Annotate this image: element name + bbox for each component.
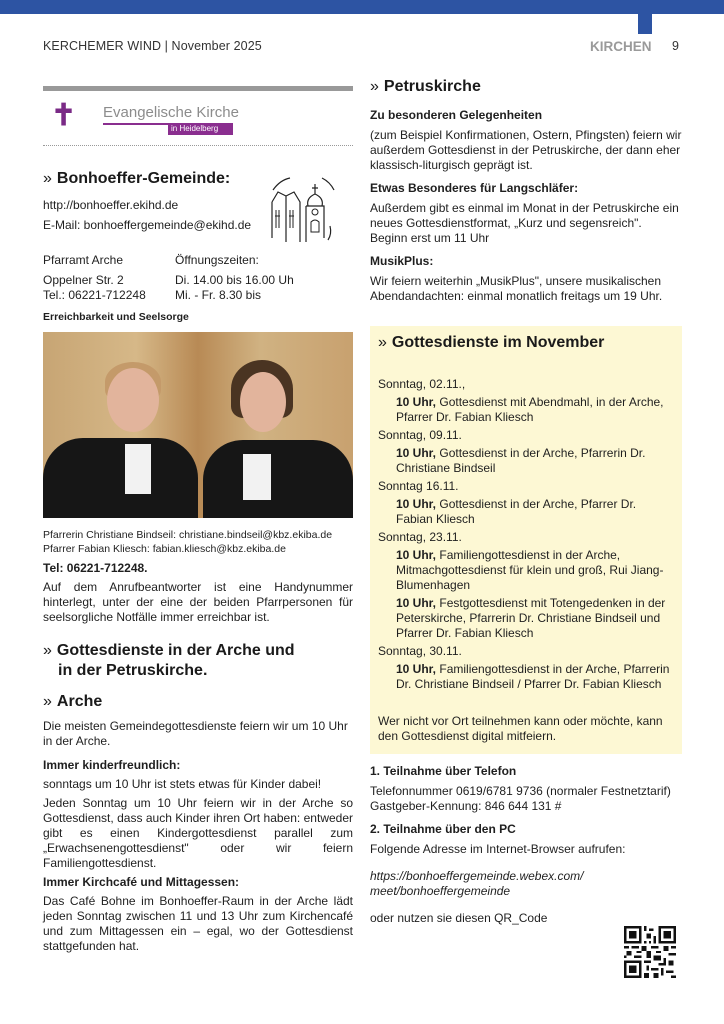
answering-machine-text: Auf dem Anrufbeantworter ist eine Handynummer hinterlegt, unter der eine der beiden Pfarrpersonen für seelsorgliche Notfälle immer erreichbar ist. xyxy=(43,580,353,624)
service-text: Festgottesdienst mit Totengedenken in der Peterskirche, Pfarrerin Dr. Christiane Bindseil und Pfarrer Dr. Fabian Kliesch xyxy=(396,596,666,640)
service-entry xyxy=(378,530,674,641)
arche-heading: » Arche xyxy=(43,693,103,710)
cafe-heading: Immer Kirchcafé und Mittagessen: xyxy=(43,875,240,889)
pfarramt-tel: Tel.: 06221-712248 xyxy=(43,288,146,302)
service-item xyxy=(378,662,674,692)
service-text: Gottesdienst in der Arche, Pfarrer Dr. Fabian Kliesch xyxy=(396,497,637,526)
cafe-text: Das Café Bohne im Bonhoeffer-Raum in der Arche lädt jeden Sonntag zwischen 11 und 13 Uhr zum Kirchencafé und zum Mittagessen ein – egal, wo der Gottesdienst stattgefunden hat. xyxy=(43,894,353,953)
dotted-divider xyxy=(43,145,353,146)
church-logo xyxy=(43,99,353,137)
musik-text: Wir feiern weiterhin „MusikPlus", unsere musikalischen Abendandachten: einmal monatlich freitags um 19 Uhr. xyxy=(370,274,663,303)
pfarramt-name: Pfarramt Arche xyxy=(43,253,124,267)
service-text: Gottesdienst in der Arche, Pfarrerin Dr. Christiane Bindseil xyxy=(396,446,646,475)
hours-label: Öffnungszeiten: xyxy=(175,253,259,267)
service-time: 10 Uhr, xyxy=(396,662,437,676)
service-item xyxy=(378,395,674,425)
phone-number: Tel: 06221-712248. xyxy=(43,561,148,575)
services-heading-line-1: Gottesdienste in der Arche und xyxy=(56,642,295,659)
publication-header: KERCHEMER WIND | November 2025 xyxy=(43,39,262,53)
qr-code[interactable] xyxy=(624,926,676,978)
service-entry xyxy=(378,479,674,527)
late-heading: Etwas Besonderes für Langschläfer: xyxy=(370,181,579,195)
email-link[interactable]: E-Mail: bonhoeffergemeinde@ekihd.de xyxy=(43,218,252,232)
service-entry xyxy=(378,428,674,476)
service-time: 10 Uhr, xyxy=(396,548,437,562)
gemeinde-heading: » Bonhoeffer-Gemeinde: xyxy=(43,170,231,187)
cross-icon: ✝ xyxy=(51,99,77,132)
pfarramt-street: Oppelner Str. 2 xyxy=(43,273,124,287)
services-heading: » Gottesdienste in der Arche und in der Petruskirche. xyxy=(43,642,295,679)
service-text: Familiengottesdienst in der Arche, Mitmachgottesdienst für klein und groß, Rui Jiang-Blumenhagen xyxy=(396,548,664,592)
service-date: Sonntag, 09.11. xyxy=(378,428,462,442)
left-column xyxy=(43,86,353,954)
right-column xyxy=(370,78,682,926)
webex-link-line-1[interactable]: https://bonhoeffergemeinde.webex.com/ xyxy=(370,869,584,883)
pastors-photo xyxy=(43,332,353,518)
occasions-text: (zum Beispiel Konfirmationen, Ostern, Pfingsten) feiern wir außerdem Gottesdienst in der Petruskirche, der dann eher klassisch-liturgisch geprägt ist. xyxy=(370,128,682,172)
pc-participation-heading: 2. Teilnahme über den PC xyxy=(370,822,516,836)
webex-link-line-2[interactable]: meet/bonhoeffergemeinde xyxy=(370,884,511,898)
host-id: Gastgeber-Kennung: 846 644 131 # xyxy=(370,799,562,813)
logo-subtitle: in Heidelberg xyxy=(168,123,233,135)
service-date: Sonntag, 23.11. xyxy=(378,530,462,544)
top-color-bar xyxy=(0,0,724,14)
section-tab-marker xyxy=(638,14,652,34)
qr-instruction: oder nutzen sie diesen QR_Code xyxy=(370,911,548,925)
website-link[interactable]: http://bonhoeffer.ekihd.de xyxy=(43,198,179,212)
kids-text: Jeden Sonntag um 10 Uhr feiern wir in der Arche so Gottesdienst, dass auch Kinder ihren Ort haben: entweder gibt es einen Kindergottesdienst parallel zum „Erwachsenengottesdienst" oder wir feiern Familiengottesdienst. xyxy=(43,796,353,870)
petrus-heading: » Petruskirche xyxy=(370,78,481,95)
page-number: 9 xyxy=(672,39,679,53)
service-time: 10 Uhr, xyxy=(396,446,437,460)
service-item xyxy=(378,596,674,641)
occasions-heading: Zu besonderen Gelegenheiten xyxy=(370,108,543,122)
divider xyxy=(43,86,353,91)
hours-line-2: Mi. - Fr. 8.30 bis xyxy=(175,288,262,302)
contact-kliesch: Pfarrer Fabian Kliesch: fabian.kliesch@kbz.ekiba.de xyxy=(43,543,286,555)
service-time: 10 Uhr, xyxy=(396,497,437,511)
services-heading-line-2: in der Petruskirche. xyxy=(58,662,208,679)
phone-participation-heading: 1. Teilnahme über Telefon xyxy=(370,764,517,778)
service-date: Sonntag 16.11. xyxy=(378,479,459,493)
kids-heading: Immer kinderfreundlich: xyxy=(43,758,181,772)
service-entry xyxy=(378,377,674,425)
service-item xyxy=(378,446,674,476)
hours-line-1: Di. 14.00 bis 16.00 Uh xyxy=(175,273,294,287)
service-item xyxy=(378,497,674,527)
webex-link[interactable] xyxy=(370,869,682,899)
reach-heading: Erreichbarkeit und Seelsorge xyxy=(43,311,189,323)
service-item xyxy=(378,548,674,593)
kids-line: sonntags um 10 Uhr ist stets etwas für Kinder dabei! xyxy=(43,777,322,791)
office-info xyxy=(43,253,353,303)
section-title: KIRCHEN xyxy=(590,39,652,54)
service-date: Sonntag, 02.11., xyxy=(378,377,466,391)
late-text: Außerdem gibt es einmal im Monat in der Petruskirche ein neues Gottesdienstformat, „Kurz und segensreich". Beginn erst um 11 Uhr xyxy=(370,201,679,245)
musik-heading: MusikPlus: xyxy=(370,254,434,268)
service-time: 10 Uhr, xyxy=(396,596,437,610)
digital-note: Wer nicht vor Ort teilnehmen kann oder möchte, kann den Gottesdienst digital mitfeiern. xyxy=(378,714,663,743)
logo-title: Evangelische Kirche xyxy=(103,104,239,121)
church-icon xyxy=(268,176,336,246)
phone-participation-number: Telefonnummer 0619/6781 9736 (normaler Festnetztarif) xyxy=(370,784,671,798)
gemeinde-heading-text: Bonhoeffer-Gemeinde: xyxy=(56,170,231,187)
november-heading: » Gottesdienste im November xyxy=(378,334,605,351)
arche-text: Die meisten Gemeindegottesdienste feiern wir um 10 Uhr in der Arche. xyxy=(43,719,348,748)
pc-instruction: Folgende Adresse im Internet-Browser aufrufen: xyxy=(370,842,626,856)
service-date: Sonntag, 30.11. xyxy=(378,644,462,658)
service-text: Gottesdienst mit Abendmahl, in der Arche, Pfarrer Dr. Fabian Kliesch xyxy=(396,395,664,424)
service-text: Familiengottesdienst in der Arche, Pfarrerin Dr. Christiane Bindseil / Pfarrer Dr. Fabian Kliesch xyxy=(396,662,670,691)
petrus-heading-text: Petruskirche xyxy=(383,78,481,95)
service-time: 10 Uhr, xyxy=(396,395,437,409)
arche-heading-text: Arche xyxy=(56,693,103,710)
contact-bindseil: Pfarrerin Christiane Bindseil: christiane.bindseil@kbz.ekiba.de xyxy=(43,529,333,541)
november-heading-text: Gottesdienste im November xyxy=(391,334,605,351)
service-entry xyxy=(378,644,674,692)
november-services-box xyxy=(370,326,682,754)
